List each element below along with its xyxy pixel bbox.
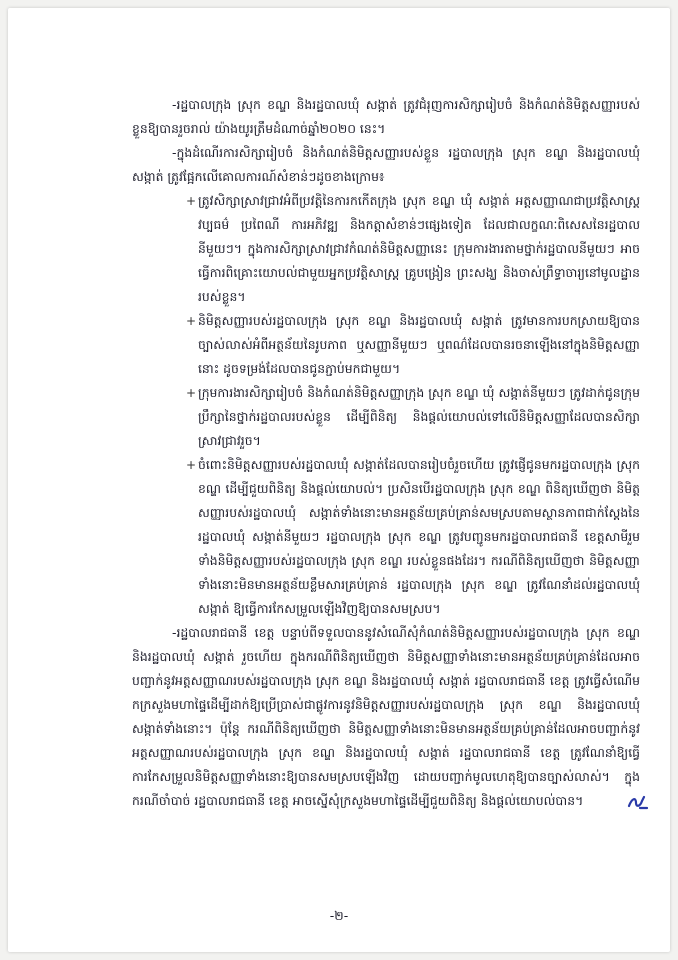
list-item [186, 453, 640, 621]
document-page [8, 8, 670, 952]
document-body [132, 93, 640, 813]
paragraph-capital-text: -រដ្ឋបាលរាជធានី ខេត្ត បន្ទាប់ពីទទួលបាននូវសំណើសុំកំណត់និមិត្តសញ្ញារបស់រដ្ឋបាលក្រុង ស្រុក ខណ្ឌ និងរដ្ឋបាលឃុំ សង្កាត់ រួចហើយ ក្នុងករណីពិនិត្យឃើញថា និមិត្តសញ្ញាទាំងនោះមានអត្ថន័យគ្រប់គ្រាន់ដែលអាចបញ្ជាក់នូវអត្តសញ្ញាណរបស់រដ្ឋបាលក្រុង ស្រុក ខណ្ឌ និងរដ្ឋបាលឃុំ សង្កាត់ រដ្ឋបាលរាជធានី ខេត្ត ត្រូវធ្វើសំណើមកក្រសួងមហាផ្ទៃដើម្បីដាក់ឱ្យប្រើប្រាស់ជាផ្លូវការនូវនិមិត្តសញ្ញារបស់រដ្ឋបាលក្រុង ស្រុក ខណ្ឌ និងរដ្ឋបាលឃុំ សង្កាត់ទាំងនោះ។ ប៉ុន្តែ ករណីពិនិត្យឃើញថា និមិត្តសញ្ញាទាំងនោះមិនមានអត្ថន័យគ្រប់គ្រាន់ដែលអាចបញ្ជាក់នូវអត្តសញ្ញាណរបស់រដ្ឋបាលក្រុង ស្រុក ខណ្ឌ និងរដ្ឋបាលឃុំ សង្កាត់ រដ្ឋបាលរាជធានី ខេត្ត ត្រូវណែនាំឱ្យធ្វើការកែសម្រួលនិមិត្តសញ្ញាទាំងនោះឱ្យបានសមស្របឡើងវិញ ដោយបញ្ជាក់មូលហេតុឱ្យបានច្បាស់លាស់។ ក្នុងករណីចាំបាច់ រដ្ឋបាលរាជធានី ខេត្ត អាចស្នើសុំក្រសួងមហាផ្ទៃដើម្បីជួយពិនិត្យ និងផ្តល់យោបល់បាន។ [132, 625, 640, 808]
page-number: -២- [329, 908, 349, 923]
initial-signature-icon [587, 794, 609, 810]
bullet-icon: + [186, 458, 197, 472]
list-item [186, 189, 640, 309]
list-item [186, 309, 640, 381]
list-item-text: ក្រុមការងារសិក្សារៀបចំ និងកំណត់និមិត្តសញ្ញាក្រុង ស្រុក ខណ្ឌ ឃុំ សង្កាត់នីមួយៗ ត្រូវដាក់ជូនក្រុមប្រឹក្សានៃថ្នាក់រដ្ឋបាលរបស់ខ្លួន ដើម្បីពិនិត្យ និងផ្តល់យោបល់ទៅលើនិមិត្តសញ្ញាដែលបានសិក្សាស្រាវជ្រាវរួច។ [198, 385, 640, 448]
bullet-icon: + [186, 386, 197, 400]
paragraph-process: -ក្នុងដំណើរការសិក្សារៀបចំ និងកំណត់និមិត្តសញ្ញារបស់ខ្លួន រដ្ឋបាលក្រុង ស្រុក ខណ្ឌ និងរដ្ឋបាលឃុំ សង្កាត់ ត្រូវផ្អែកលើគោលការណ៍សំខាន់ៗដូចខាងក្រោម៖ [132, 145, 640, 184]
list-item-text: និមិត្តសញ្ញារបស់រដ្ឋបាលក្រុង ស្រុក ខណ្ឌ និងរដ្ឋបាលឃុំ សង្កាត់ ត្រូវមានការបកស្រាយឱ្យបានច្បាស់លាស់អំពីអត្ថន័យនៃរូបភាព ឬសញ្ញានីមួយៗ ឬពណ៌ដែលបានរចនាឡើងនៅក្នុងនិមិត្តសញ្ញានោះ ដូចទម្រង់ដែលបានជូនភ្ជាប់មកជាមួយ។ [198, 313, 640, 376]
list-item [186, 381, 640, 453]
bullet-icon: + [186, 194, 197, 208]
bullet-icon: + [186, 314, 197, 328]
paragraph-capital [132, 621, 640, 813]
principles-list [132, 189, 640, 621]
list-item-text: ចំពោះនិមិត្តសញ្ញារបស់រដ្ឋបាលឃុំ សង្កាត់ដែលបានរៀបចំរួចហើយ ត្រូវផ្ញើជូនមករដ្ឋបាលក្រុង ស្រុក ខណ្ឌ ដើម្បីជួយពិនិត្យ និងផ្តល់យោបល់។ ប្រសិនបើរដ្ឋបាលក្រុង ស្រុក ខណ្ឌ ពិនិត្យឃើញថា និមិត្តសញ្ញារបស់រដ្ឋបាលឃុំ សង្កាត់ទាំងនោះមានអត្ថន័យគ្រប់គ្រាន់សមស្របតាមស្ថានភាពជាក់ស្តែងនៃរដ្ឋបាលឃុំ សង្កាត់នីមួយៗ រដ្ឋបាលក្រុង ស្រុក ខណ្ឌ ត្រូវបញ្ជូនមករដ្ឋបាលរាជធានី ខេត្តសាមីរួមទាំងនិមិត្តសញ្ញារបស់រដ្ឋបាលក្រុង ស្រុក ខណ្ឌ របស់ខ្លួនផងដែរ។ ករណីពិនិត្យឃើញថា និមិត្តសញ្ញាទាំងនោះមិនមានអត្ថន័យខ្លឹមសារគ្រប់គ្រាន់ រដ្ឋបាលក្រុង ស្រុក ខណ្ឌ ត្រូវណែនាំដល់រដ្ឋបាលឃុំ សង្កាត់ ឱ្យធ្វើការកែសម្រួលឡើងវិញឱ្យបានសមស្រប។ [198, 457, 640, 616]
list-item-text: ត្រូវសិក្សាស្រាវជ្រាវអំពីប្រវត្តិនៃការកកើតក្រុង ស្រុក ខណ្ឌ ឃុំ សង្កាត់ អត្តសញ្ញាណជាប្រវត្តិសាស្ត្រ វប្បធម៌ ប្រពៃណី ការអភិវឌ្ឍ និងកត្តាសំខាន់ៗផ្សេងទៀត ដែលជាលក្ខណៈពិសេសនៃរដ្ឋបាលនីមួយៗ។ ក្នុងការសិក្សាស្រាវជ្រាវកំណត់និមិត្តសញ្ញានេះ ក្រុមការងារតាមថ្នាក់រដ្ឋបាលនីមួយៗ អាចធ្វើការពិគ្រោះយោបល់ជាមួយអ្នកប្រវត្តិសាស្ត្រ គ្រូបង្រៀន ព្រះសង្ឃ និងចាស់ព្រឹទ្ធាចារ្យនៅមូលដ្ឋានរបស់ខ្លួន។ [198, 193, 640, 304]
paragraph-intro: -រដ្ឋបាលក្រុង ស្រុក ខណ្ឌ និងរដ្ឋបាលឃុំ សង្កាត់ ត្រូវជំរុញការសិក្សារៀបចំ និងកំណត់និមិត្តសញ្ញារបស់ខ្លួនឱ្យបានរួចរាល់ យ៉ាងយូរត្រឹមដំណាច់ឆ្នាំ២០២០ នេះ។ [132, 97, 640, 136]
